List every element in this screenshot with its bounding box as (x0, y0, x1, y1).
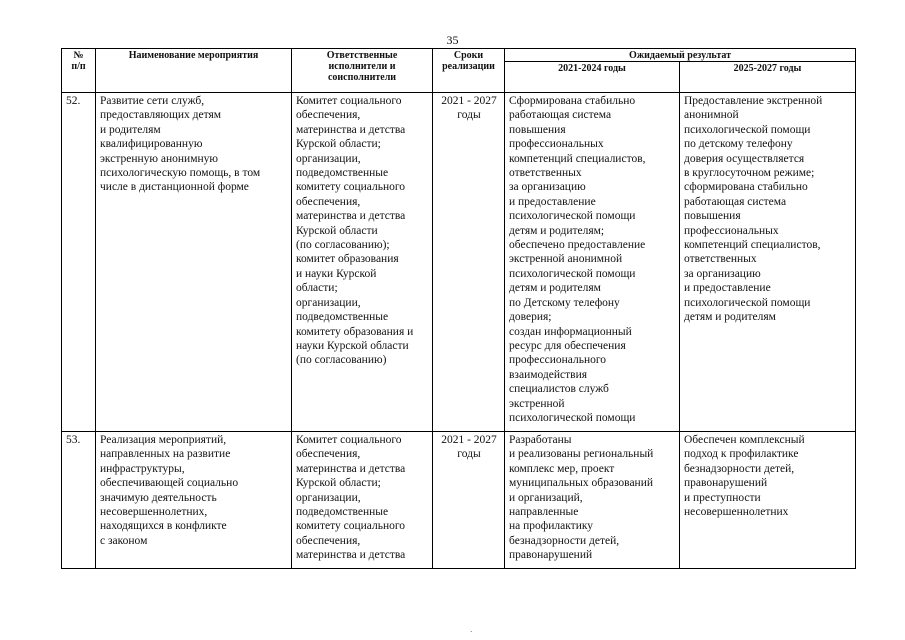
text-line: материнства и детства (296, 210, 406, 223)
text-line: Развитие сети служб, (100, 95, 205, 107)
header-name (96, 49, 292, 93)
text-line: экстренной анонимной (509, 253, 623, 266)
text-line: и предоставление (509, 195, 596, 208)
text-line: профессиональных (509, 138, 604, 151)
row-number: 53. (62, 432, 96, 569)
text-line: значимую деятельность (100, 491, 217, 504)
text-line: предоставляющих детям (100, 109, 222, 122)
text-line: психологической помощи (509, 267, 636, 280)
page-number: 35 (446, 33, 459, 47)
text-line: материнства и детства (296, 123, 406, 136)
text-line: исполнители и (328, 61, 396, 72)
text-line: Реализация мероприятий, (100, 434, 227, 446)
text-line: сформирована стабильно (684, 181, 808, 194)
result-2025-2027 (680, 93, 856, 432)
text-line: с законом (100, 534, 148, 547)
text-line: и родителям (100, 123, 161, 136)
text-line: Ответственные (326, 50, 398, 61)
text-line: годы (457, 109, 481, 122)
text-line: (по согласованию) (296, 354, 387, 367)
text-line: соисполнители (327, 72, 397, 83)
text-line: Наименование мероприятия (128, 50, 259, 61)
implementation-terms (433, 93, 505, 432)
text-line: профессионального (509, 354, 607, 367)
text-line: несовершеннолетних (684, 506, 789, 519)
text-line: Комитет социального (296, 95, 402, 107)
text-line: ресурс для обеспечения (509, 339, 626, 352)
header-period-2025-2027: 2025-2027 годы (680, 62, 856, 93)
header-num (62, 49, 96, 93)
text-line: за организацию (684, 267, 761, 280)
responsible-executors (292, 432, 433, 569)
text-line: работающая система (684, 195, 787, 208)
text-line: муниципальных образований (509, 477, 654, 490)
header-period-2021-2024: 2021-2024 годы (505, 62, 680, 93)
text-line: повышения (509, 123, 566, 136)
text-line: и преступности (684, 491, 761, 504)
text-line: за организацию (509, 181, 586, 194)
text-line: подведомственные (296, 311, 389, 324)
text-line: области; (296, 282, 338, 295)
text-line: Курской области; (296, 138, 381, 151)
text-line: экстренную анонимную (100, 152, 218, 165)
text-line: 2021 - 2027 (441, 434, 497, 446)
text-line: и науки Курской (296, 267, 377, 280)
result-2021-2024 (505, 93, 680, 432)
text-line: доверия осуществляется (684, 152, 805, 165)
text-line: числе в дистанционной форме (100, 181, 249, 194)
scan-mark: · (470, 628, 473, 636)
text-line: направленных на развитие (100, 448, 231, 461)
text-line: детям и родителям (509, 282, 601, 295)
text-line: психологической помощи (684, 296, 811, 309)
text-line: работающая система (509, 109, 612, 122)
text-line: инфраструктуры, (100, 462, 185, 475)
text-line: психологическую помощь, в том (100, 167, 261, 180)
text-line: безнадзорности детей, (509, 534, 620, 547)
header-responsible (292, 49, 433, 93)
text-line: п/п (71, 61, 86, 72)
text-line: экстренной (509, 397, 565, 410)
text-line: по Детскому телефону (509, 296, 620, 309)
text-line: доверия; (509, 311, 552, 324)
text-line: Обеспечен комплексный (684, 434, 805, 446)
text-line: несовершеннолетних, (100, 506, 208, 519)
measure-name (96, 432, 292, 569)
text-line: комитету социального (296, 181, 406, 194)
text-line: психологической помощи (684, 123, 811, 136)
text-line: в круглосуточном режиме; (684, 167, 815, 180)
text-line: подведомственные (296, 506, 389, 519)
text-line: обеспечения, (296, 448, 361, 461)
text-line: материнства и детства (296, 462, 406, 475)
text-line: (по согласованию); (296, 239, 390, 252)
text-line: компетенций специалистов, (684, 239, 821, 252)
text-line: компетенций специалистов, (509, 152, 646, 165)
text-line: № (73, 50, 84, 61)
text-line: Комитет социального (296, 434, 402, 446)
text-line: правонарушений (684, 477, 768, 490)
text-line: и организаций, (509, 491, 583, 504)
text-line: Предоставление экстренной (684, 95, 823, 107)
text-line: комитету социального (296, 520, 406, 533)
text-line: Сформирована стабильно (509, 95, 636, 107)
result-2025-2027 (680, 432, 856, 569)
text-line: обеспечения, (296, 195, 361, 208)
text-line: реализации (442, 61, 495, 72)
text-line: ответственных (509, 167, 582, 180)
row-number: 52. (62, 93, 96, 432)
text-line: правонарушений (509, 549, 593, 562)
implementation-terms (433, 432, 505, 569)
text-line: организации, (296, 296, 361, 309)
text-line: взаимодействия (509, 368, 588, 381)
text-line: профессиональных (684, 224, 779, 237)
text-line: материнства и детства (296, 549, 406, 562)
text-line: обеспечивающей социально (100, 477, 239, 490)
text-line: ответственных (684, 253, 757, 266)
text-line: 2021 - 2027 (441, 95, 497, 107)
text-line: Курской области; (296, 477, 381, 490)
text-line: безнадзорности детей, (684, 462, 795, 475)
text-line: детям и родителям (684, 311, 776, 324)
text-line: обеспечено предоставление (509, 239, 646, 252)
text-line: направленные (509, 506, 579, 519)
text-line: и реализованы региональный (509, 448, 654, 461)
text-line: психологической помощи (509, 210, 636, 223)
text-line: Разработаны (509, 434, 572, 446)
text-line: повышения (684, 210, 741, 223)
text-line: квалифицированную (100, 138, 203, 151)
text-line: специалистов служб (509, 383, 609, 396)
text-line: по детскому телефону (684, 138, 793, 151)
text-line: подведомственные (296, 167, 389, 180)
result-2021-2024 (505, 432, 680, 569)
text-line: организации, (296, 491, 361, 504)
header-expected-result: Ожидаемый результат (505, 49, 856, 62)
text-line: на профилактику (509, 520, 594, 533)
text-line: науки Курской области (296, 339, 409, 352)
text-line: комитету образования и (296, 325, 414, 338)
header-terms (433, 49, 505, 93)
text-line: и предоставление (684, 282, 771, 295)
text-line: подход к профилактике (684, 448, 799, 461)
text-line: детям и родителям; (509, 224, 605, 237)
measure-name (96, 93, 292, 432)
table-row-52 (62, 93, 856, 432)
text-line: создан информационный (509, 325, 632, 338)
text-line: обеспечения, (296, 109, 361, 122)
table-row-53 (62, 432, 856, 569)
text-line: годы (457, 448, 481, 461)
text-line: обеспечения, (296, 534, 361, 547)
measures-table (61, 48, 856, 569)
text-line: комплекс мер, проект (509, 462, 615, 475)
text-line: комитет образования (296, 253, 399, 266)
text-line: Курской области (296, 224, 378, 237)
text-line: психологической помощи (509, 411, 636, 424)
text-line: организации, (296, 152, 361, 165)
responsible-executors (292, 93, 433, 432)
text-line: анонимной (684, 109, 739, 122)
text-line: находящихся в конфликте (100, 520, 227, 533)
text-line: Сроки (453, 50, 484, 61)
